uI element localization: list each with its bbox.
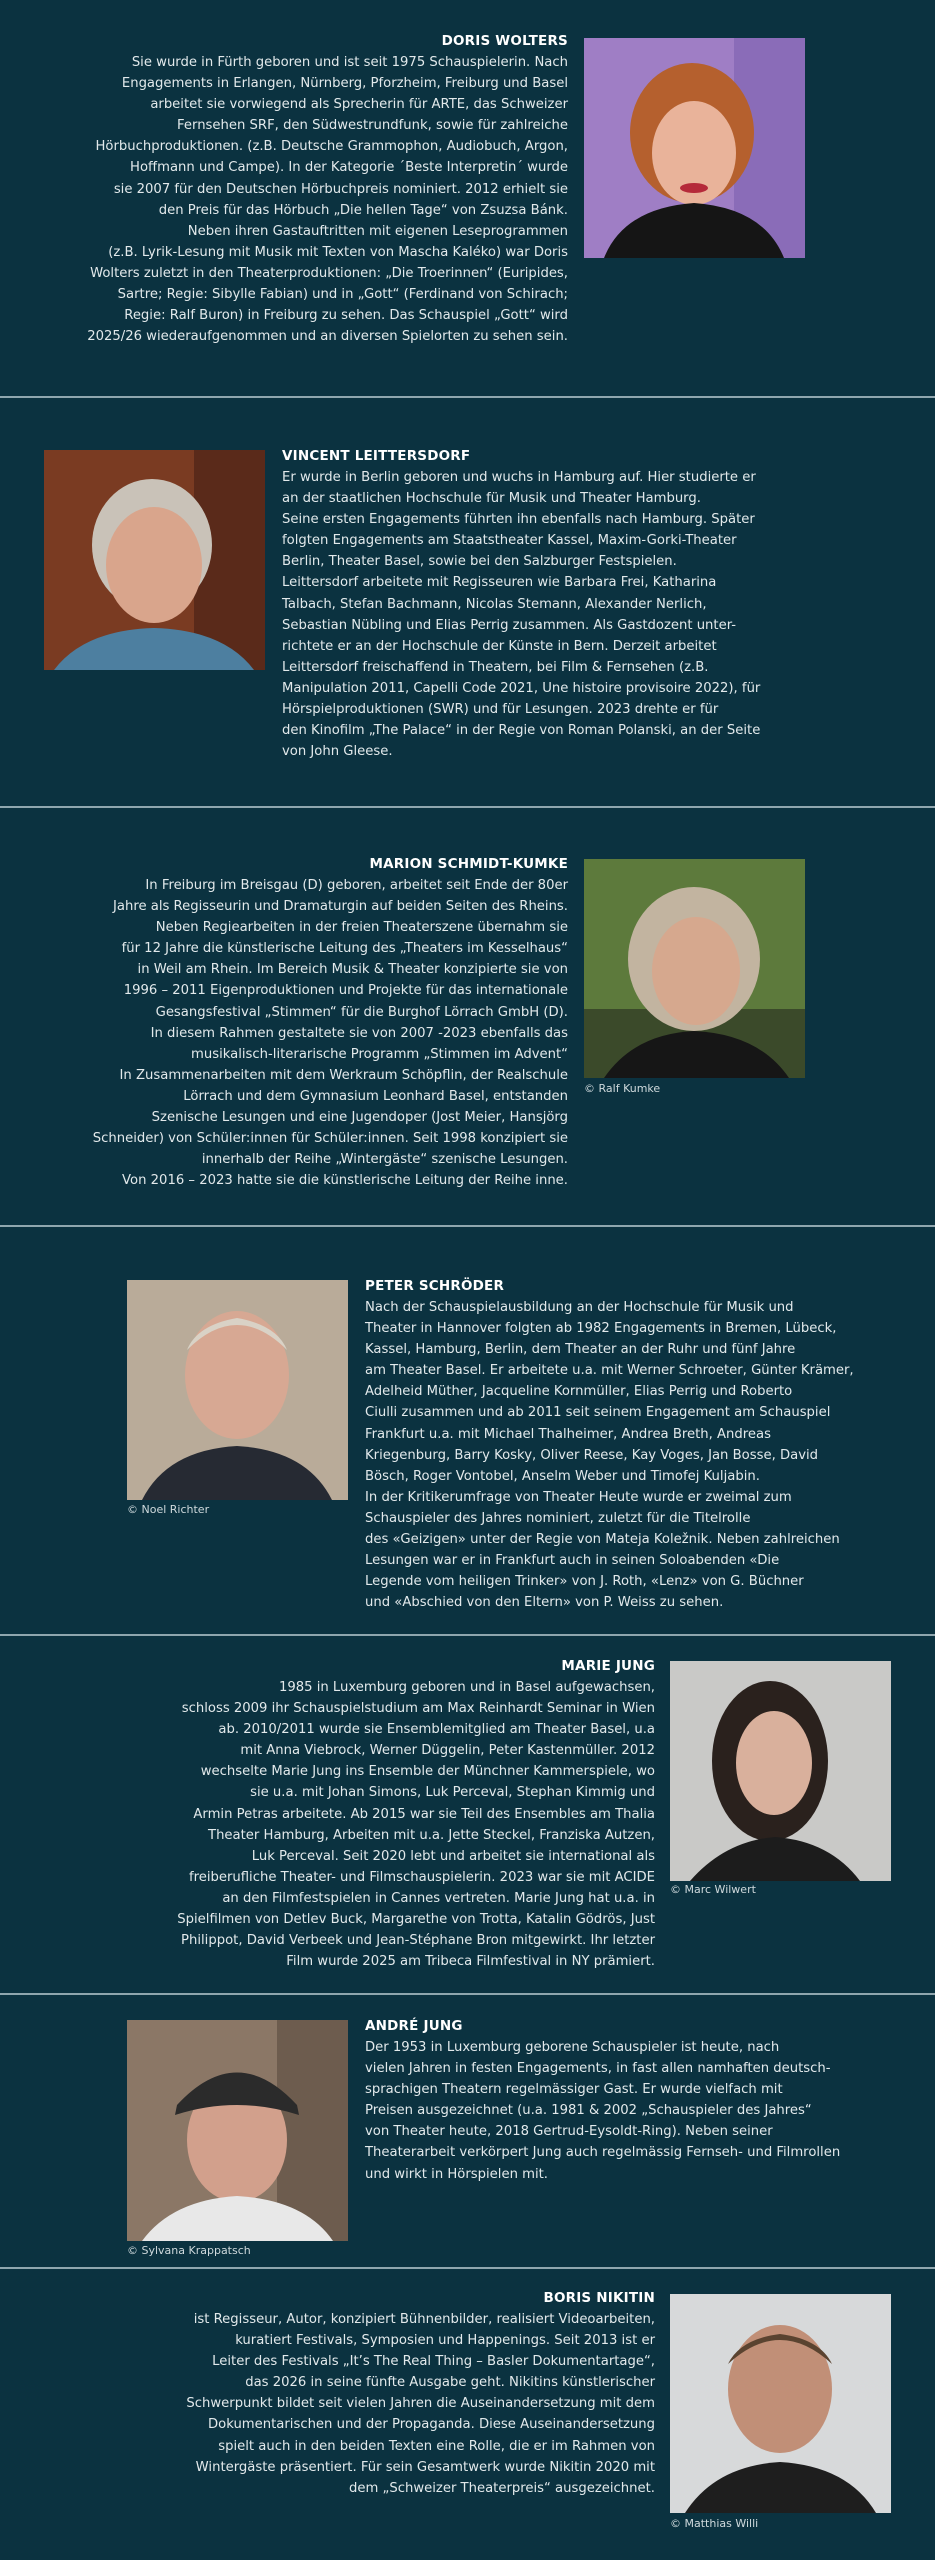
person-name: PETER SCHRÖDER — [365, 1278, 505, 1294]
photo-credit: © Sylvana Krappatsch — [127, 2244, 251, 2257]
section-divider — [0, 1993, 935, 1995]
section-divider — [0, 1225, 935, 1227]
portrait-photo-marie-jung — [670, 1661, 891, 1881]
photo-credit: © Matthias Willi — [670, 2517, 759, 2530]
person-name: MARIE JUNG — [561, 1658, 655, 1674]
section-divider — [0, 806, 935, 808]
photo-credit: © Ralf Kumke — [584, 1082, 661, 1095]
bio-vincent-leittersdorf — [282, 448, 902, 762]
portrait-photo-boris-nikitin — [670, 2294, 891, 2513]
bio-andre-jung — [365, 2018, 910, 2185]
portrait-photo-doris-wolters — [584, 38, 805, 258]
person-bio: ist Regisseur, Autor, konzipiert Bühnenbilder, realisiert Videoarbeiten, kuratiert Festivals, Symposien und Happenings. Seit 2013 ist er Leiter des Festivals „It’s The Real Thing – Basler Dokumentartage“, das 2026 in seine fünfte Ausgabe geht. Nikitins künstlerischer Schwerpunkt bildet seit vielen Jahren die Auseinandersetzung mit dem Dokumentarischen und der Propaganda. Diese Auseinandersetzung spielt auch in den beiden Texten eine Rolle, die er im Rahmen von Wintergäste präsentiert. Für sein Gesamtwerk wurde Nikitin 2020 mit dem „Schweizer Theaterpreis“ ausgezeichnet. — [186, 2312, 655, 2496]
portrait-photo-vincent-leittersdorf — [44, 450, 265, 670]
bio-marie-jung — [55, 1658, 655, 1972]
person-bio: Sie wurde in Fürth geboren und ist seit 1975 Schauspielerin. Nach Engagements in Erlangen, Nürnberg, Pforzheim, Freiburg und Basel arbeitet sie vorwiegend als Sprecherin für ARTE, das Schweizer Fernsehen SRF, den Südwestrundfunk, sowie für zahlreiche Hörbuchproduktionen. (z.B. Deutsche Grammophon, Audiobuch, Argon, Hoffmann und Campe). In der Kategorie ´Beste Interpretin´ wurde sie 2007 für den Deutschen Hörbuchpreis nominiert. 2012 erhielt sie den Preis für das Hörbuch „Die hellen Tage“ von Zsuzsa Bánk. Neben ihren Gastauftritten mit eigenen Leseprogrammen (z.B. Lyrik-Lesung mit Musik mit Texten von Mascha Kaléko) war Doris Wolters zuletzt in den Theaterproduktionen: „Die Troerinnen“ (Euripides, Sartre; Regie: Sibylle Fabian) und in „Gott“ (Ferdinand von Schirach; Regie: Ralf Buron) in Freiburg zu sehen. Das Schauspiel „Gott“ wird 2025/26 wiederaufgenommen und an diversen Spielorten zu sehen sein. — [87, 55, 568, 345]
person-bio: Der 1953 in Luxemburg geborene Schauspieler ist heute, nach vielen Jahren in festen Engagements, in fast allen namhaften deutsch- sprachigen Theatern regelmässiger Gast. Er wurde vielfach mit Preisen ausgezeichnet (u.a. 1981 & 2002 „Schauspieler des Jahres“ von Theater heute, 2018 Gertrud-Eysoldt-Ring). Neben seiner Theaterarbeit verkörpert Jung auch regelmässig Fernseh- und Filmrollen und wirkt in Hörspielen mit. — [365, 2040, 841, 2182]
bio-marion-schmidt-kumke — [28, 856, 568, 1191]
person-bio: In Freiburg im Breisgau (D) geboren, arbeitet seit Ende der 80er Jahre als Regisseurin und Dramaturgin auf beiden Seiten des Rheins. Neben Regiearbeiten in der freien Theaterszene übernahm sie für 12 Jahre die künstlerische Leitung des „Theaters im Kesselhaus“ in Weil am Rhein. Im Bereich Musik & Theater konzipierte sie von 1996 – 2011 Eigenproduktionen und Projekte für das internationale Gesangsfestival „Stimmen“ für die Burghof Lörrach GmbH (D). In diesem Rahmen gestaltete sie von 2007 -2023 ebenfalls das musikalisch-literarische Programm „Stimmen im Advent“ In Zusammenarbeiten mit dem Werkraum Schöpflin, der Realschule Lörrach und dem Gymnasium Leonhard Basel, entstanden Szenische Lesungen und eine Jugendoper (Jost Meier, Hansjörg Schneider) von Schüler:innen für Schüler:innen. Seit 1998 konzipiert sie innerhalb der Reihe „Wintergäste“ szenische Lesungen. Von 2016 – 2023 hatte sie die künstlerische Leitung der Reihe inne. — [92, 878, 568, 1189]
photo-credit: © Noel Richter — [127, 1503, 210, 1516]
bio-doris-wolters — [28, 33, 568, 347]
portrait-photo-marion-schmidt-kumke — [584, 859, 805, 1078]
photo-credit: © Marc Wilwert — [670, 1883, 756, 1896]
bio-peter-schroeder — [365, 1278, 910, 1613]
person-bio: Er wurde in Berlin geboren und wuchs in Hamburg auf. Hier studierte er an der staatlichen Hochschule für Musik und Theater Hamburg. Seine ersten Engagements führten ihn ebenfalls nach Hamburg. Später folgten Engagements am Staatstheater Kassel, Maxim-Gorki-Theater Berlin, Theater Basel, sowie bei den Salzburger Festspielen. Leittersdorf arbeitete mit Regisseuren wie Barbara Frei, Katharina Talbach, Stefan Bachmann, Nicolas Stemann, Alexander Nerlich, Sebastian Nübling und Elias Perrig zusammen. Als Gastdozent unter- richtete er an der Hochschule der Künste in Bern. Derzeit arbeitet Leittersdorf freischaffend in Theatern, bei Film & Fernsehen (z.B. Manipulation 2011, Capelli Code 2021, Une histoire provisoire 2022), für Hörspielproduktionen (SWR) und für Lesungen. 2023 drehte er für den Kinofilm „The Palace“ in der Regie von Roman Polanski, an der Seite von John Gleese. — [282, 470, 761, 760]
person-name: DORIS WOLTERS — [441, 33, 568, 49]
bio-boris-nikitin — [55, 2290, 655, 2499]
person-name: MARION SCHMIDT-KUMKE — [369, 856, 568, 872]
person-name: BORIS NIKITIN — [543, 2290, 655, 2306]
section-divider — [0, 396, 935, 398]
person-bio: Nach der Schauspielausbildung an der Hochschule für Musik und Theater in Hannover folgten ab 1982 Engagements in Bremen, Lübeck, Kassel, Hamburg, Berlin, dem Theater an der Ruhr und fünf Jahre am Theater Basel. Er arbeitete u.a. mit Werner Schroeter, Günter Krämer, Adelheid Müther, Jacqueline Kornmüller, Elias Perrig und Roberto Ciulli zusammen und ab 2011 seit seinem Engagement am Schauspiel Frankfurt u.a. mit Michael Thalheimer, Andrea Breth, Andreas Kriegenburg, Barry Kosky, Oliver Reese, Kay Voges, Jan Bosse, David Bösch, Roger Vontobel, Anselm Weber und Timofej Kuljabin. In der Kritikerumfrage von Theater Heute wurde er zweimal zum Schauspieler des Jahres nominiert, zuletzt für die Titelrolle des «Geizigen» unter der Regie von Mateja Koležnik. Neben zahlreichen Lesungen war er in Frankfurt auch in seinen Soloabenden «Die Legende vom heiligen Trinker» von J. Roth, «Lenz» von G. Büchner und «Abschied von den Eltern» von P. Weiss zu sehen. — [365, 1300, 854, 1611]
person-name: VINCENT LEITTERSDORF — [282, 448, 471, 464]
portrait-photo-peter-schroeder — [127, 1280, 348, 1500]
person-bio: 1985 in Luxemburg geboren und in Basel aufgewachsen, schloss 2009 ihr Schauspielstudium am Max Reinhardt Seminar in Wien ab. 2010/2011 wurde sie Ensemblemitglied am Theater Basel, u.a mit Anna Viebrock, Werner Düggelin, Peter Kastenmüller. 2012 wechselte Marie Jung ins Ensemble der Münchner Kammerspiele, wo sie u.a. mit Johan Simons, Luk Perceval, Stephan Kimmig und Armin Petras arbeitete. Ab 2015 war sie Teil des Ensembles am Thalia Theater Hamburg, Arbeiten mit u.a. Jette Steckel, Franziska Autzen, Luk Perceval. Seit 2020 lebt und arbeitet sie international als freiberufliche Theater- und Filmschauspielerin. 2023 war sie mit ACIDE an den Filmfestspielen in Cannes vertreten. Marie Jung hat u.a. in Spielfilmen von Detlev Buck, Margarethe von Trotta, Katalin Gödrös, Just Philippot, David Verbeek und Jean-Stéphane Bron mitgewirkt. Ihr letzter Film wurde 2025 am Tribeca Filmfestival in NY prämiert. — [177, 1680, 655, 1970]
section-divider — [0, 1634, 935, 1636]
portrait-photo-andre-jung — [127, 2020, 348, 2241]
section-divider — [0, 2267, 935, 2269]
person-name: ANDRÉ JUNG — [365, 2018, 463, 2034]
